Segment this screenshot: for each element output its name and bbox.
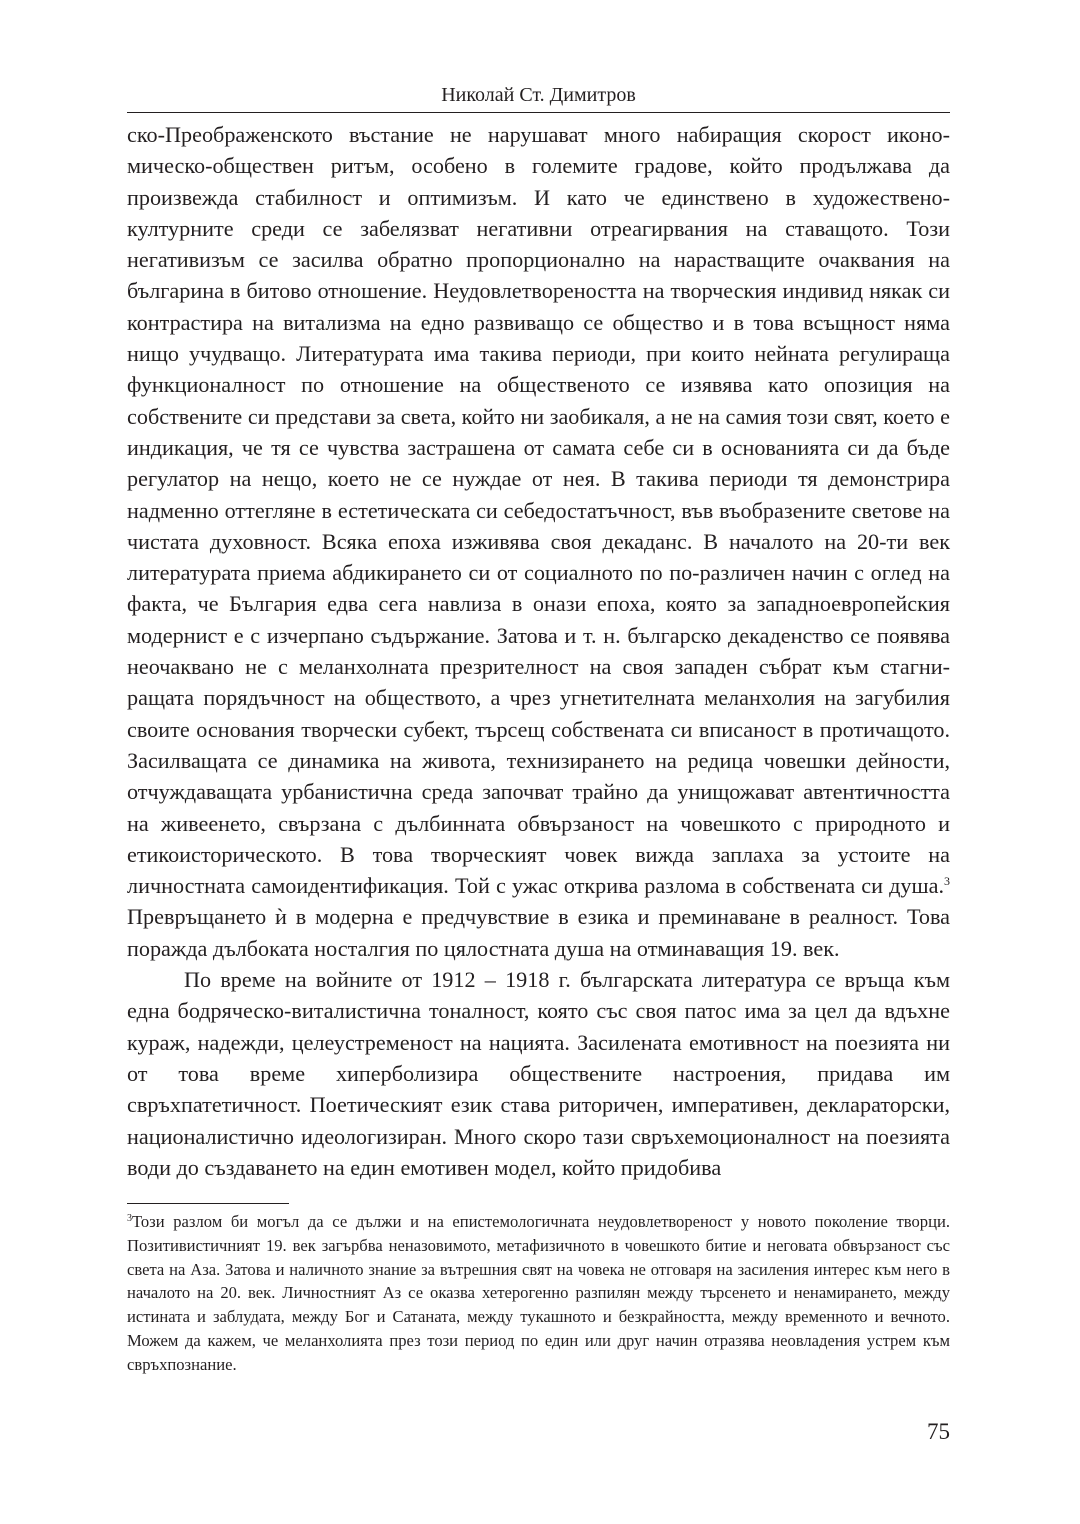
footnote-text: Този разлом би могъл да се дължи и на епистемологичната неудовлетвореност у новото поколение творци. Позитивистичният 19. век загърбва неназовимото, метафизичното в човешкото битие и неговата обвързаност със света на Аза. Затова и наличното знание за вътрешния свят на човека не отговаря на засиления интерес към него в началото на 20. век. Личностният Аз се оказва хетерогенно разпилян между търсенето и ненамирането, между истината и заблудата, между Бог и Сатаната, между тукашното и безкрайността, между временното и вечното. Можем да кажем, че меланхолията през този период по един или друг начин отразява неовладения устрем към свръхпознание. <box>127 1212 950 1374</box>
footnote-separator <box>127 1203 289 1204</box>
footnote-marker: 3 <box>127 1213 132 1224</box>
footnote-reference[interactable]: 3 <box>944 874 950 889</box>
footnote <box>127 1210 950 1377</box>
paragraph-text: Превръщането ѝ в модерна е предчувствие в езика и преминаване в реалност. Това поражда дълбоката носталгия по цялостната душа на отминаващия 19. век. <box>127 904 950 961</box>
main-text <box>127 119 950 1183</box>
paragraph: По време на войните от 1912 – 1918 г. българската литература се връща към една бодряческо-виталистична тоналност, която със своя патос има за цел да вдъхне кураж, надежди, целеустременост на нацията. Засилената емотивност на поезията ни от това време хиперболизира обществените настроения, придава им свръхпатетичност. Поетическият език става риторичен, императивен, деклараторски, националистично идеологизиран. Много скоро тази свръхемоционалност на поезията води до създаването на един емотивен модел, който придобива <box>127 967 950 1180</box>
paragraph <box>127 119 950 964</box>
page-number: 75 <box>927 1419 950 1444</box>
paragraph-text: ско-Преображенското въстание не нарушават много набиращия скорост икономическо-обществен ритъм, особено в големите градове, който продължава да произвежда стабилност и оптимизъм. И като че единствено в художествено-културните среди се забелязват негативни отреагирвания на ставащото. Този негативизъм се засилва обратно пропорционално на нарастващите очаквания на българина в битово отношение. Неудовлетвореността на творческия индивид някак си контрастира на витализма на едно развиващо се общество и в това всъщност няма нищо учудващо. Литературата има такива периоди, при които нейната регулираща функционалност по отношение на общественото се изявява като опозиция на собствените си представи за света, който ни заобикаля, а не на самия този свят, което е индикация, че тя се чувства застрашена от самата себе си в основанията си да бъде регулатор на нещо, което не се нуждае от нея. В такива периоди тя демонстрира надменно оттегляне в естетическата си себедостатъчност, във въобразените светове на чистата духовност. Всяка епоха изживява своя декаданс. В началото на 20-ти век литературата приема абдикирането си от социалното по по-различен начин с оглед на факта, че България едва сега навлиза в онази епоха, която за западноевропейския модернист е с изчерпано съдържание. Затова и т. н. българско декаденство се появява неочаквано не с меланхолната презрителност на своя западен събрат към стагниращата порядъчност на обществото, а чрез угнетителната меланхолия на загубилия своите основания творчески субект, търсещ собствената си вписаност в протичащото. Засилващата се динамика на живота, технизирането на редица човешки дейности, отчуждаващата урбанистична среда започват трайно да унищожават автентичността на живеенето, свързана с дълбинната обвързаност на човешкото с природното и етикоисторическото. В това творческият човек вижда заплаха за устоите на личностната самоидентификация. Той с ужас открива разлома в собствената си душа. <box>127 122 950 899</box>
running-title: Николай Ст. Димитров <box>441 84 636 106</box>
running-header <box>127 82 950 113</box>
